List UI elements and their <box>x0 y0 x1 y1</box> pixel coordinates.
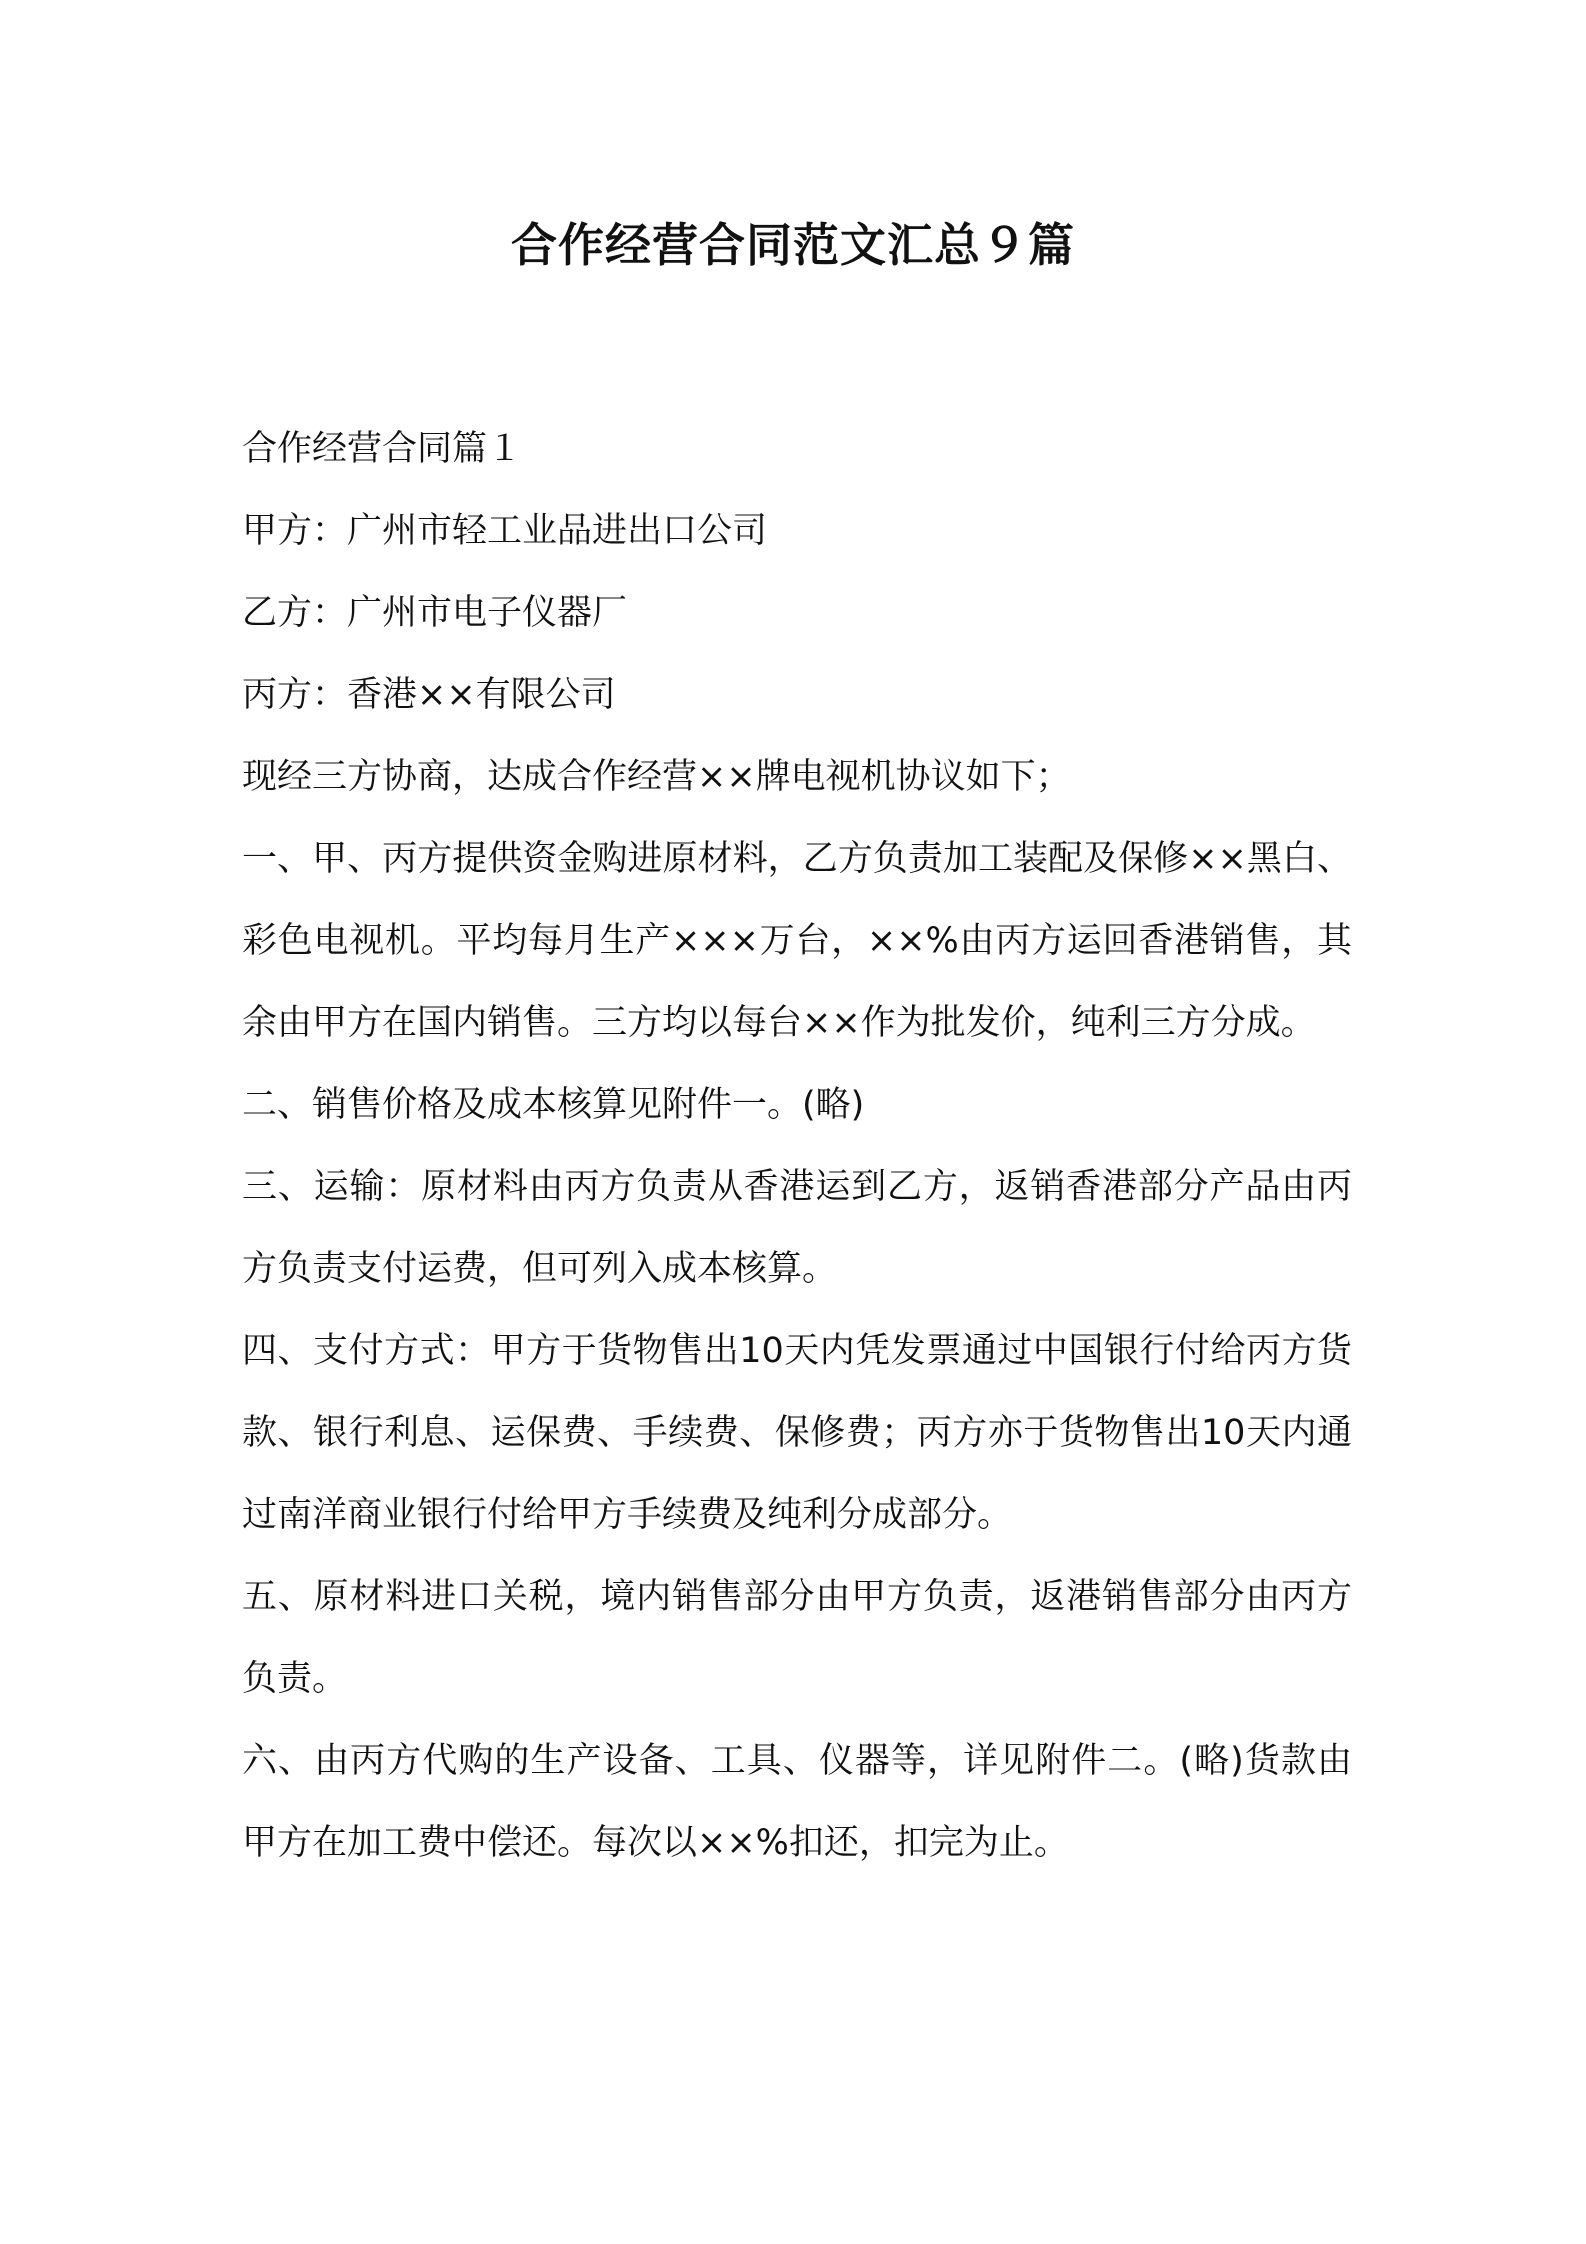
clause-1: 一、甲、丙方提供资金购进原材料，乙方负责加工装配及保修××黑白、彩色电视机。平均每月生产×××万台，××%由丙方运回香港销售，其余由甲方在国内销售。三方均以每台××作为批发价，纯利三方分成。 <box>242 839 1352 1043</box>
clause-4: 四、支付方式：甲方于货物售出10天内凭发票通过中国银行付给丙方货款、银行利息、运保费、手续费、保修费；丙方亦于货物售出10天内通过南洋商业银行付给甲方手续费及纯利分成部分。 <box>242 1331 1352 1535</box>
party-c: 丙方：香港××有限公司 <box>242 675 616 715</box>
clause-3: 三、运输：原材料由丙方负责从香港运到乙方，返销香港部分产品由丙方负责支付运费，但可列入成本核算。 <box>242 1167 1352 1289</box>
section-heading: 合作经营合同篇１ <box>242 429 523 469</box>
clause-2: 二、销售价格及成本核算见附件一。(略) <box>242 1085 865 1125</box>
document-title: 合作经营合同范文汇总９篇 <box>511 218 1075 272</box>
party-a: 甲方：广州市轻工业品进出口公司 <box>242 511 768 551</box>
agreement-intro: 现经三方协商，达成合作经营××牌电视机协议如下； <box>242 757 1071 797</box>
document-body <box>242 408 1352 1884</box>
clause-5: 五、原材料进口关税，境内销售部分由甲方负责，返港销售部分由丙方负责。 <box>242 1577 1352 1699</box>
clause-6: 六、由丙方代购的生产设备、工具、仪器等，详见附件二。(略)货款由甲方在加工费中偿还。每次以××%扣还，扣完为止。 <box>242 1741 1352 1863</box>
party-b: 乙方：广州市电子仪器厂 <box>242 593 628 633</box>
